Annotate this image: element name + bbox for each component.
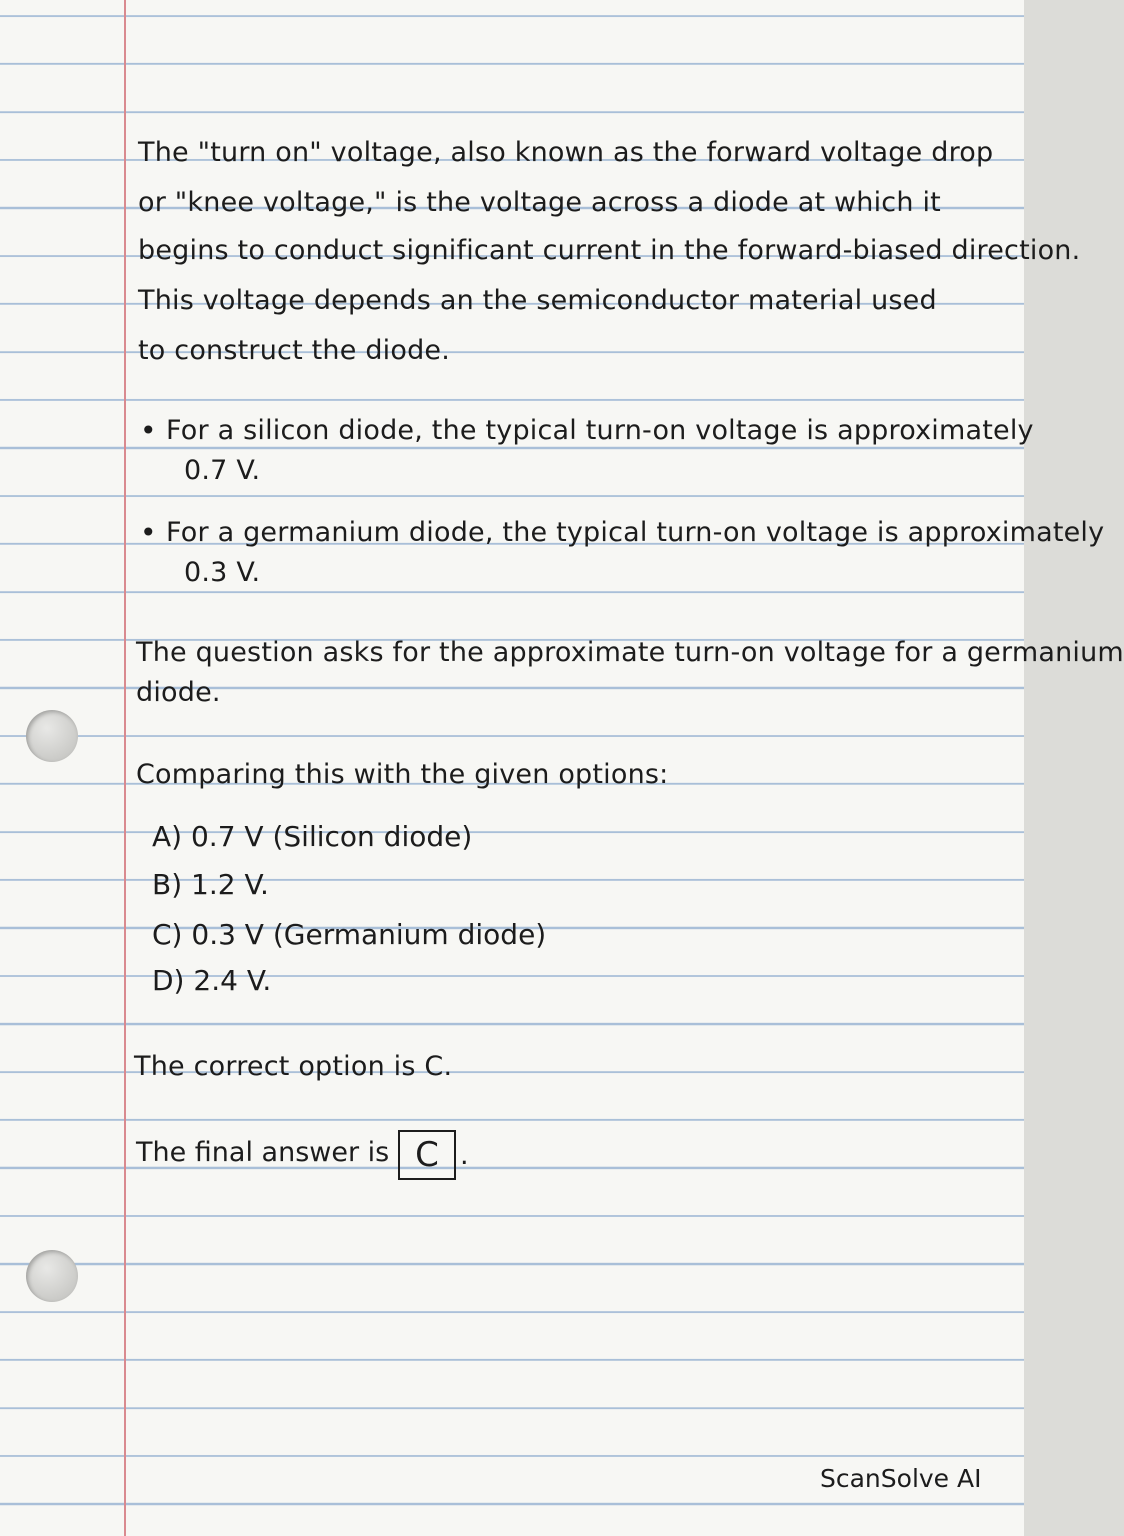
margin-line — [124, 0, 126, 1536]
option-c: C) 0.3 V (Germanium diode) — [152, 918, 547, 951]
paragraph-line: The "turn on" voltage, also known as the forward voltage drop — [138, 137, 994, 168]
bullet-line: For a silicon diode, the typical turn-on voltage is approximately — [166, 415, 1034, 446]
bullet-icon: • — [140, 516, 157, 549]
paragraph-line: to construct the diode. — [138, 335, 451, 366]
option-a: A) 0.7 V (Silicon diode) — [152, 820, 473, 853]
final-answer-period: . — [460, 1140, 469, 1171]
bullet-icon: • — [140, 414, 157, 447]
final-answer-box: C — [398, 1130, 456, 1180]
paragraph-line: This voltage depends an the semiconductor material used — [138, 285, 937, 316]
paragraph-line: begins to conduct significant current in the forward-biased direction. — [138, 235, 1081, 266]
brand-watermark: ScanSolve AI — [820, 1464, 982, 1493]
option-d: D) 2.4 V. — [152, 964, 272, 997]
binder-hole — [26, 1250, 78, 1302]
comparing-line: Comparing this with the given options: — [136, 759, 669, 790]
question-line: The question asks for the approximate turn-on voltage for a germanium — [136, 637, 1124, 668]
bullet-value: 0.3 V. — [184, 557, 261, 588]
paragraph-line: or "knee voltage," is the voltage across a diode at which it — [138, 187, 941, 218]
bullet-line: For a germanium diode, the typical turn-on voltage is approximately — [166, 517, 1105, 548]
binder-hole — [26, 710, 78, 762]
final-answer-label: The final answer is — [136, 1137, 390, 1168]
option-b: B) 1.2 V. — [152, 868, 269, 901]
bullet-value: 0.7 V. — [184, 455, 261, 486]
correct-option-line: The correct option is C. — [134, 1051, 453, 1082]
question-line: diode. — [136, 677, 221, 708]
